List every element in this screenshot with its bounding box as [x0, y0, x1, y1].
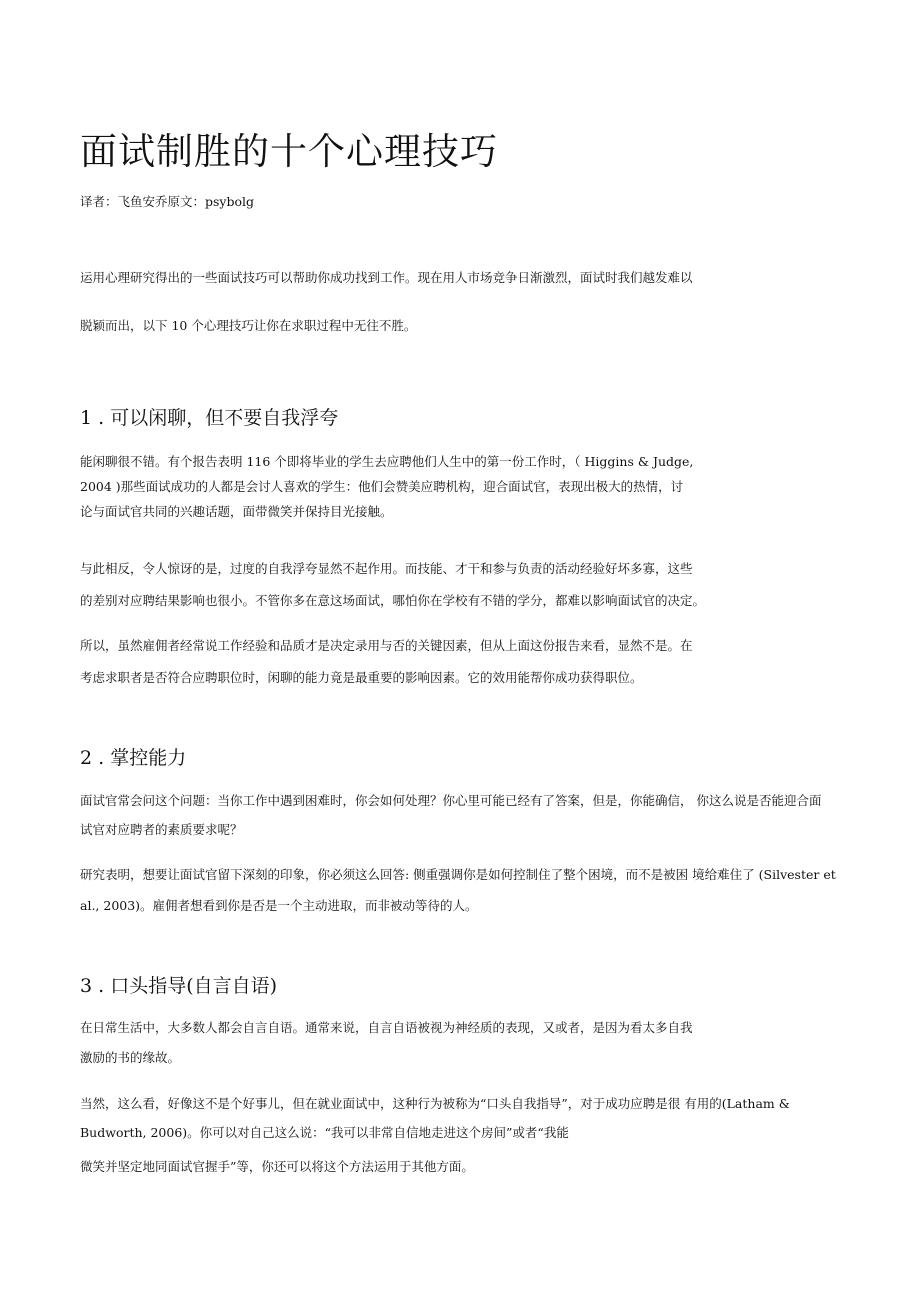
text-line: 的差别对应聘结果影响也很小。不管你多在意这场面试，哪怕你在学校有不错的学分，都难以影响面试官的决定。 [80, 593, 706, 608]
text-line: 激励的书的缘故。 [80, 1050, 181, 1065]
text-line: 与此相反，令人惊讶的是，过度的自我浮夸显然不起作用。而技能、才干和参与负责的活动经验好坏多寡，这些 [80, 561, 693, 576]
text-line: 2004 )那些面试成功的人都是会讨人喜欢的学生：他们会赞美应聘机构，迎合面试官，表现出极大的热情，讨 [80, 479, 684, 494]
text-line: 当然，这么看，好像这不是个好事儿，但在就业面试中，这种行为被称为“口头自我指导”，对于成功应聘是很 有用的(Latham & [80, 1096, 790, 1111]
section-3-paragraph-1 [80, 1018, 840, 1068]
text-line: 脱颖而出，以下 10 个心理技巧让你在求职过程中无往不胜。 [80, 318, 417, 333]
text-line: 能闲聊很不错。有个报告表明 116 个即将毕业的学生去应聘他们人生中的第一份工作时，（ Higgins & Judge, [80, 454, 694, 469]
section-1-paragraph-1 [80, 452, 840, 522]
section-heading-3: 3 . 口头指导(自言自语) [80, 975, 278, 997]
text-line: 研究表明，想要让面试官留下深刻的印象，你必须这么回答: 侧重强调你是如何控制住了整个困境，而不是被困 境给难住了 (Silvester et [80, 867, 836, 882]
section-2-paragraph-1 [80, 791, 840, 840]
section-heading-1: 1 . 可以闲聊，但不要自我浮夸 [80, 407, 339, 429]
text-line: 微笑并坚定地同面试官握手”等，你还可以将这个方法运用于其他方面。 [80, 1159, 474, 1174]
section-heading-2: 2 . 掌控能力 [80, 747, 187, 769]
text-line: 面试官常会问这个问题：当你工作中遇到困难时，你会如何处理？你心里可能已经有了答案，但是，你能确信， 你这么说是否能迎合面 [80, 793, 822, 808]
text-line: 考虑求职者是否符合应聘职位时，闲聊的能力竟是最重要的影响因素。它的效用能帮你成功获得职位。 [80, 670, 643, 685]
section-1-paragraph-2 [80, 559, 840, 611]
text-line: 所以，虽然雇佣者经常说工作经验和品质才是决定录用与否的关键因素，但从上面这份报告来看，显然不是。在 [80, 638, 693, 653]
text-line: 在日常生活中，大多数人都会自言自语。通常来说，自言自语被视为神经质的表现，又或者，是因为看太多自我 [80, 1020, 693, 1035]
section-1-paragraph-3 [80, 636, 840, 688]
text-line: Budworth, 2006)。你可以对自己这么说：“我可以非常自信地走进这个房间”或者“我能 [80, 1125, 569, 1140]
intro-paragraph [80, 268, 840, 336]
section-2-paragraph-2 [80, 865, 840, 916]
text-line: 论与面试官共同的兴趣话题，面带微笑并保持目光接触。 [80, 504, 393, 519]
document-title: 面试制胜的十个心理技巧 [80, 130, 498, 173]
text-line: al., 2003)。雇佣者想看到你是否是一个主动进取，而非被动等待的人。 [80, 898, 478, 913]
text-line: 运用心理研究得出的一些面试技巧可以帮助你成功找到工作。现在用人市场竞争日渐激烈，面试时我们越发难以 [80, 270, 693, 285]
section-3-paragraph-2 [80, 1094, 840, 1177]
byline: 译者：飞鱼安乔原文：psybolg [80, 194, 255, 209]
text-line: 试官对应聘者的素质要求呢？ [80, 822, 243, 837]
